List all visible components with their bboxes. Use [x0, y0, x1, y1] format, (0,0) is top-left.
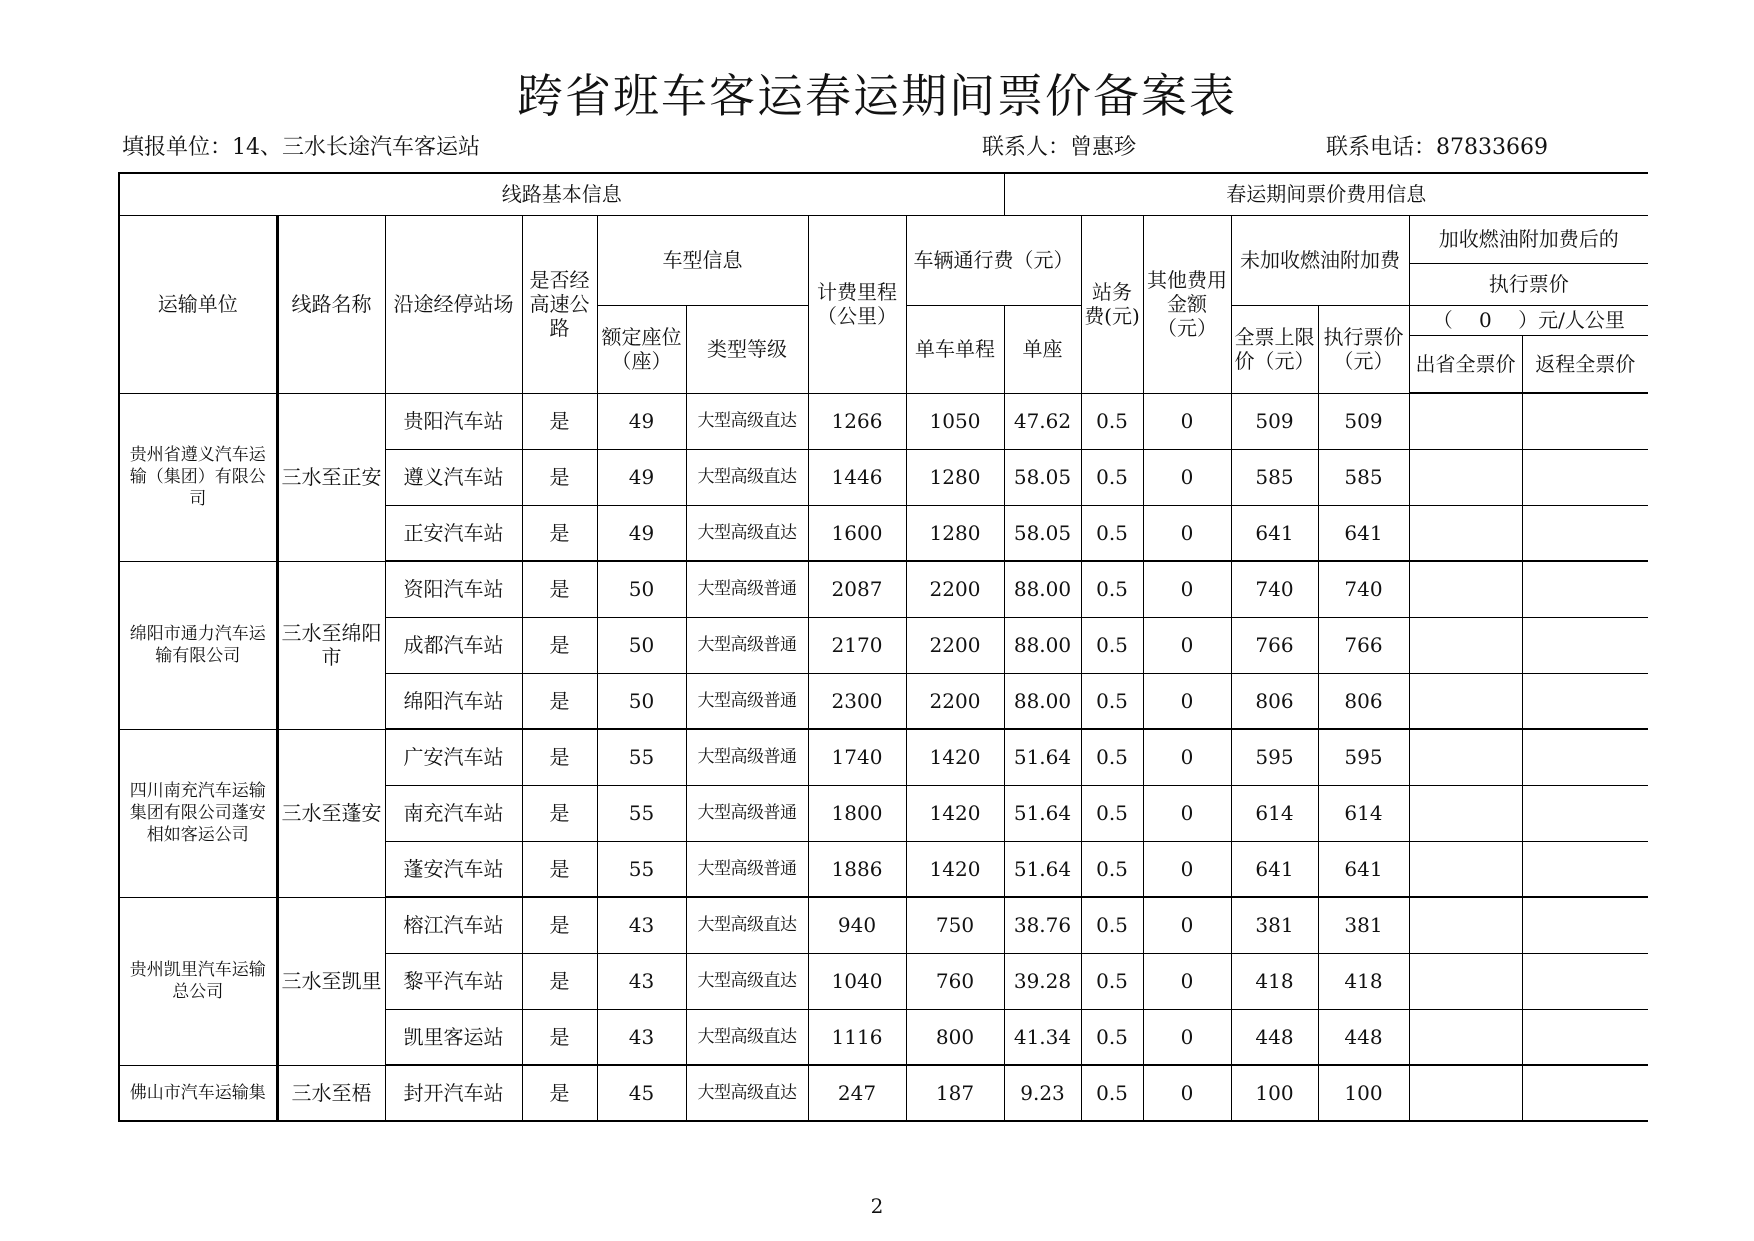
- other-fee-cell: 0: [1143, 1009, 1231, 1065]
- full-limit-cell: 595: [1231, 729, 1318, 785]
- out-full-cell: [1409, 393, 1522, 449]
- return-full-cell: [1522, 953, 1648, 1009]
- route-name-cell: 三水至凯里: [277, 897, 385, 1065]
- mileage-cell: 1740: [808, 729, 906, 785]
- return-full-cell: [1522, 1009, 1648, 1065]
- full-limit-cell: 448: [1231, 1009, 1318, 1065]
- toll-seat-cell: 88.00: [1004, 617, 1081, 673]
- mileage-cell: 1886: [808, 841, 906, 897]
- full-limit-cell: 100: [1231, 1065, 1318, 1121]
- station-fee-cell: 0.5: [1081, 561, 1143, 617]
- out-full-cell: [1409, 1065, 1522, 1121]
- grade-cell: 大型高级普通: [686, 561, 808, 617]
- full-limit-cell: 766: [1231, 617, 1318, 673]
- grade-cell: 大型高级直达: [686, 393, 808, 449]
- out-full-cell: [1409, 673, 1522, 729]
- highway-cell: 是: [522, 1065, 597, 1121]
- exec-price-cell: 418: [1318, 953, 1409, 1009]
- reporting-unit: 填报单位：14、三水长途汽车客运站: [122, 135, 480, 160]
- exec-price-cell: 766: [1318, 617, 1409, 673]
- mileage-cell: 2300: [808, 673, 906, 729]
- full-limit-cell: 509: [1231, 393, 1318, 449]
- toll-seat-cell: 39.28: [1004, 953, 1081, 1009]
- col-rate: （ 0 ）元/人公里: [1409, 305, 1648, 335]
- stop-cell: 凯里客运站: [385, 1009, 522, 1065]
- toll-seat-cell: 58.05: [1004, 449, 1081, 505]
- exec-price-cell: 381: [1318, 897, 1409, 953]
- mileage-cell: 1600: [808, 505, 906, 561]
- seats-cell: 45: [597, 1065, 686, 1121]
- mileage-cell: 1116: [808, 1009, 906, 1065]
- carrier-cell: 绵阳市通力汽车运输有限公司: [119, 561, 277, 729]
- group-fee-info-header: 春运期间票价费用信息: [1004, 173, 1648, 215]
- toll-seat-cell: 88.00: [1004, 673, 1081, 729]
- toll-seat-cell: 51.64: [1004, 841, 1081, 897]
- exec-price-cell: 740: [1318, 561, 1409, 617]
- group-basic-info-header: 线路基本信息: [119, 173, 1004, 215]
- carrier-cell: 佛山市汽车运输集: [119, 1065, 277, 1121]
- out-full-cell: [1409, 729, 1522, 785]
- fare-table-container: [118, 172, 1648, 1140]
- mileage-cell: 940: [808, 897, 906, 953]
- col-other-fee: 其他费用金额（元）: [1143, 215, 1231, 393]
- return-full-cell: [1522, 449, 1648, 505]
- toll-single-cell: 1420: [906, 841, 1004, 897]
- other-fee-cell: 0: [1143, 729, 1231, 785]
- toll-single-cell: 800: [906, 1009, 1004, 1065]
- carrier-cell: 四川南充汽车运输集团有限公司蓬安相如客运公司: [119, 729, 277, 897]
- toll-single-cell: 1050: [906, 393, 1004, 449]
- full-limit-cell: 806: [1231, 673, 1318, 729]
- out-full-cell: [1409, 953, 1522, 1009]
- other-fee-cell: 0: [1143, 897, 1231, 953]
- toll-single-cell: 1280: [906, 505, 1004, 561]
- toll-single-cell: 187: [906, 1065, 1004, 1121]
- other-fee-cell: 0: [1143, 841, 1231, 897]
- seats-cell: 49: [597, 449, 686, 505]
- stop-cell: 黎平汽车站: [385, 953, 522, 1009]
- station-fee-cell: 0.5: [1081, 673, 1143, 729]
- station-fee-cell: 0.5: [1081, 617, 1143, 673]
- toll-seat-cell: 88.00: [1004, 561, 1081, 617]
- route-name-cell: 三水至绵阳市: [277, 561, 385, 729]
- col-carrier: 运输单位: [119, 215, 277, 393]
- exec-price-cell: 641: [1318, 505, 1409, 561]
- return-full-cell: [1522, 673, 1648, 729]
- other-fee-cell: 0: [1143, 393, 1231, 449]
- highway-cell: 是: [522, 729, 597, 785]
- highway-cell: 是: [522, 561, 597, 617]
- return-full-cell: [1522, 897, 1648, 953]
- contact-person: 联系人：曾惠珍: [982, 135, 1137, 160]
- return-full-cell: [1522, 617, 1648, 673]
- col-station-fee: 站务费(元): [1081, 215, 1143, 393]
- station-fee-cell: 0.5: [1081, 1065, 1143, 1121]
- other-fee-cell: 0: [1143, 953, 1231, 1009]
- stop-cell: 榕江汽车站: [385, 897, 522, 953]
- station-fee-cell: 0.5: [1081, 785, 1143, 841]
- exec-price-cell: 585: [1318, 449, 1409, 505]
- highway-cell: 是: [522, 617, 597, 673]
- grade-cell: 大型高级直达: [686, 953, 808, 1009]
- col-toll: 车辆通行费（元）: [906, 215, 1081, 305]
- return-full-cell: [1522, 393, 1648, 449]
- out-full-cell: [1409, 617, 1522, 673]
- stop-cell: 南充汽车站: [385, 785, 522, 841]
- exec-price-cell: 509: [1318, 393, 1409, 449]
- table-row: [119, 393, 1648, 449]
- highway-cell: 是: [522, 449, 597, 505]
- exec-price-cell: 806: [1318, 673, 1409, 729]
- full-limit-cell: 585: [1231, 449, 1318, 505]
- route-name-cell: 三水至蓬安: [277, 729, 385, 897]
- col-toll-seat: 单座: [1004, 305, 1081, 393]
- toll-single-cell: 2200: [906, 617, 1004, 673]
- col-exec-price: 执行票价（元）: [1318, 305, 1409, 393]
- station-fee-cell: 0.5: [1081, 841, 1143, 897]
- seats-cell: 50: [597, 673, 686, 729]
- out-full-cell: [1409, 841, 1522, 897]
- toll-single-cell: 1420: [906, 729, 1004, 785]
- other-fee-cell: 0: [1143, 505, 1231, 561]
- other-fee-cell: 0: [1143, 785, 1231, 841]
- stop-cell: 封开汽车站: [385, 1065, 522, 1121]
- table-row: [119, 897, 1648, 953]
- seats-cell: 43: [597, 897, 686, 953]
- seats-cell: 43: [597, 953, 686, 1009]
- full-limit-cell: 641: [1231, 841, 1318, 897]
- seats-cell: 49: [597, 393, 686, 449]
- stop-cell: 蓬安汽车站: [385, 841, 522, 897]
- toll-seat-cell: 51.64: [1004, 729, 1081, 785]
- return-full-cell: [1522, 505, 1648, 561]
- carrier-cell: 贵州省遵义汽车运输（集团）有限公司: [119, 393, 277, 561]
- col-mileage: 计费里程（公里）: [808, 215, 906, 393]
- toll-single-cell: 2200: [906, 673, 1004, 729]
- full-limit-cell: 740: [1231, 561, 1318, 617]
- other-fee-cell: 0: [1143, 449, 1231, 505]
- grade-cell: 大型高级普通: [686, 785, 808, 841]
- stop-cell: 遵义汽车站: [385, 449, 522, 505]
- col-no-fuel: 未加收燃油附加费: [1231, 215, 1409, 305]
- col-highway: 是否经高速公路: [522, 215, 597, 393]
- col-return-full: 返程全票价: [1522, 335, 1648, 393]
- grade-cell: 大型高级直达: [686, 449, 808, 505]
- grade-cell: 大型高级普通: [686, 617, 808, 673]
- out-full-cell: [1409, 785, 1522, 841]
- seats-cell: 55: [597, 729, 686, 785]
- grade-cell: 大型高级直达: [686, 897, 808, 953]
- highway-cell: 是: [522, 953, 597, 1009]
- stop-cell: 正安汽车站: [385, 505, 522, 561]
- exec-price-cell: 641: [1318, 841, 1409, 897]
- full-limit-cell: 641: [1231, 505, 1318, 561]
- other-fee-cell: 0: [1143, 673, 1231, 729]
- station-fee-cell: 0.5: [1081, 449, 1143, 505]
- col-grade: 类型等级: [686, 305, 808, 393]
- col-seats: 额定座位（座）: [597, 305, 686, 393]
- col-out-full: 出省全票价: [1409, 335, 1522, 393]
- toll-single-cell: 1280: [906, 449, 1004, 505]
- col-full-limit: 全票上限价（元）: [1231, 305, 1318, 393]
- out-full-cell: [1409, 561, 1522, 617]
- return-full-cell: [1522, 785, 1648, 841]
- toll-seat-cell: 38.76: [1004, 897, 1081, 953]
- other-fee-cell: 0: [1143, 561, 1231, 617]
- stop-cell: 成都汽车站: [385, 617, 522, 673]
- col-with-fuel: 加收燃油附加费后的: [1409, 215, 1648, 263]
- seats-cell: 50: [597, 617, 686, 673]
- route-name-cell: 三水至正安: [277, 393, 385, 561]
- return-full-cell: [1522, 729, 1648, 785]
- station-fee-cell: 0.5: [1081, 729, 1143, 785]
- out-full-cell: [1409, 449, 1522, 505]
- mileage-cell: 1040: [808, 953, 906, 1009]
- highway-cell: 是: [522, 841, 597, 897]
- grade-cell: 大型高级普通: [686, 673, 808, 729]
- other-fee-cell: 0: [1143, 617, 1231, 673]
- page-number: 2: [870, 1194, 884, 1218]
- highway-cell: 是: [522, 897, 597, 953]
- station-fee-cell: 0.5: [1081, 953, 1143, 1009]
- mileage-cell: 247: [808, 1065, 906, 1121]
- grade-cell: 大型高级直达: [686, 505, 808, 561]
- grade-cell: 大型高级普通: [686, 729, 808, 785]
- toll-seat-cell: 47.62: [1004, 393, 1081, 449]
- col-vehicle-info: 车型信息: [597, 215, 808, 305]
- mileage-cell: 2087: [808, 561, 906, 617]
- stop-cell: 贵阳汽车站: [385, 393, 522, 449]
- grade-cell: 大型高级直达: [686, 1009, 808, 1065]
- return-full-cell: [1522, 841, 1648, 897]
- stop-cell: 广安汽车站: [385, 729, 522, 785]
- mileage-cell: 1266: [808, 393, 906, 449]
- seats-cell: 43: [597, 1009, 686, 1065]
- col-stops: 沿途经停站场: [385, 215, 522, 393]
- toll-seat-cell: 41.34: [1004, 1009, 1081, 1065]
- col-toll-single: 单车单程: [906, 305, 1004, 393]
- toll-seat-cell: 9.23: [1004, 1065, 1081, 1121]
- exec-price-cell: 100: [1318, 1065, 1409, 1121]
- station-fee-cell: 0.5: [1081, 897, 1143, 953]
- seats-cell: 49: [597, 505, 686, 561]
- page-title: 跨省班车客运春运期间票价备案表: [517, 69, 1237, 123]
- out-full-cell: [1409, 897, 1522, 953]
- exec-price-cell: 595: [1318, 729, 1409, 785]
- toll-single-cell: 760: [906, 953, 1004, 1009]
- highway-cell: 是: [522, 785, 597, 841]
- col-route-name: 线路名称: [277, 215, 385, 393]
- grade-cell: 大型高级普通: [686, 841, 808, 897]
- table-row: [119, 1065, 1648, 1121]
- toll-single-cell: 750: [906, 897, 1004, 953]
- table-row: [119, 561, 1648, 617]
- other-fee-cell: 0: [1143, 1065, 1231, 1121]
- stop-cell: 资阳汽车站: [385, 561, 522, 617]
- seats-cell: 55: [597, 841, 686, 897]
- seats-cell: 50: [597, 561, 686, 617]
- carrier-cell: 贵州凯里汽车运输总公司: [119, 897, 277, 1065]
- fare-table: [118, 172, 1648, 1122]
- col-with-fuel-exec: 执行票价: [1409, 263, 1648, 305]
- mileage-cell: 2170: [808, 617, 906, 673]
- station-fee-cell: 0.5: [1081, 1009, 1143, 1065]
- return-full-cell: [1522, 561, 1648, 617]
- highway-cell: 是: [522, 1009, 597, 1065]
- grade-cell: 大型高级直达: [686, 1065, 808, 1121]
- seats-cell: 55: [597, 785, 686, 841]
- out-full-cell: [1409, 1009, 1522, 1065]
- exec-price-cell: 614: [1318, 785, 1409, 841]
- toll-seat-cell: 51.64: [1004, 785, 1081, 841]
- highway-cell: 是: [522, 505, 597, 561]
- mileage-cell: 1800: [808, 785, 906, 841]
- table-row: [119, 729, 1648, 785]
- exec-price-cell: 448: [1318, 1009, 1409, 1065]
- full-limit-cell: 614: [1231, 785, 1318, 841]
- out-full-cell: [1409, 505, 1522, 561]
- station-fee-cell: 0.5: [1081, 505, 1143, 561]
- highway-cell: 是: [522, 393, 597, 449]
- route-name-cell: 三水至梧: [277, 1065, 385, 1121]
- station-fee-cell: 0.5: [1081, 393, 1143, 449]
- return-full-cell: [1522, 1065, 1648, 1121]
- full-limit-cell: 418: [1231, 953, 1318, 1009]
- toll-single-cell: 2200: [906, 561, 1004, 617]
- mileage-cell: 1446: [808, 449, 906, 505]
- stop-cell: 绵阳汽车站: [385, 673, 522, 729]
- full-limit-cell: 381: [1231, 897, 1318, 953]
- toll-single-cell: 1420: [906, 785, 1004, 841]
- toll-seat-cell: 58.05: [1004, 505, 1081, 561]
- highway-cell: 是: [522, 673, 597, 729]
- contact-phone: 联系电话：87833669: [1326, 135, 1548, 160]
